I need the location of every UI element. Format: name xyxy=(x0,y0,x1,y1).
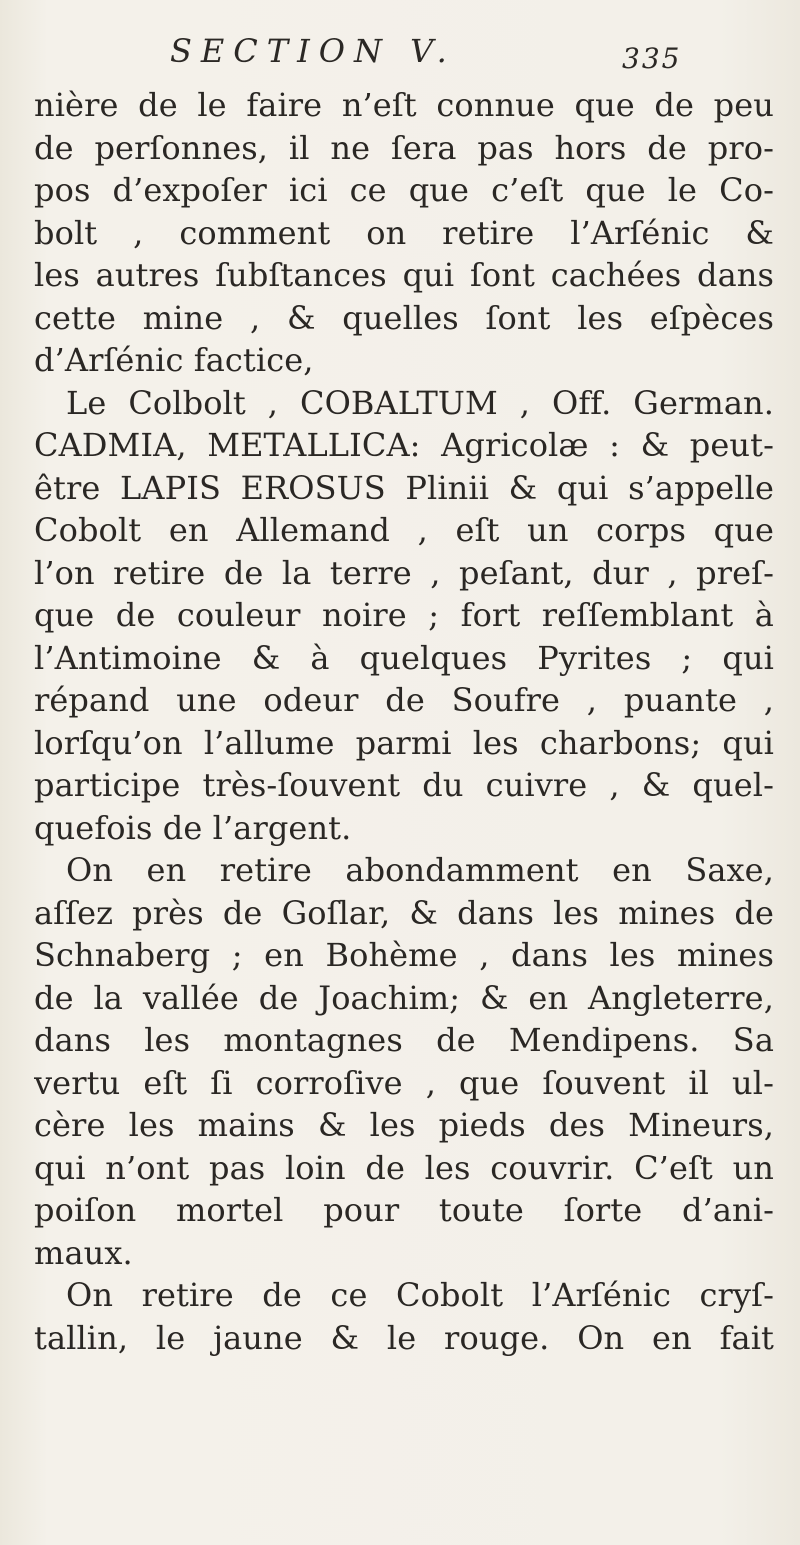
text-line: répand une odeur de Soufre , puante , xyxy=(34,681,774,719)
text-line: Le Colbolt , COBALTUM , Off. German. xyxy=(66,383,774,422)
text-line: de perſonnes, il ne ſera pas hors de pro- xyxy=(34,128,774,167)
text-line: pos d’expoſer ici ce que c’eſt que le Co- xyxy=(34,171,774,209)
running-head: SECTION V. xyxy=(170,32,456,70)
text-line: participe très-ſouvent du cuivre , & quel- xyxy=(34,766,774,804)
text-line: nière de le faire n’eſt connue que de peu xyxy=(34,86,774,124)
text-line: Cobolt en Allemand , eſt un corps que xyxy=(34,511,774,549)
text-line: tallin, le jaune & le rouge. On en fait xyxy=(34,1318,774,1357)
page-number: 335 xyxy=(622,42,682,75)
text-line: l’on retire de la terre , peſant, dur , preſ- xyxy=(34,553,774,592)
text-line: maux. xyxy=(34,1233,133,1272)
page-header xyxy=(0,26,800,82)
text-line: aſſez près de Goſlar, & dans les mines de xyxy=(34,893,774,932)
text-line: l’Antimoine & à quelques Pyrites ; qui xyxy=(34,638,774,677)
text-line: CADMIA, METALLICA: Agricolæ : & peut- xyxy=(34,426,774,464)
text-line: On en retire abondamment en Saxe, xyxy=(66,851,774,889)
text-line: les autres ſubſtances qui ſont cachées dans xyxy=(34,256,774,294)
text-line: qui n’ont pas loin de les couvrir. C’eſt un xyxy=(34,1148,774,1187)
text-line: poiſon mortel pour toute ſorte d’ani- xyxy=(34,1191,774,1229)
text-line: vertu eſt ſi corroſive , que ſouvent il ul- xyxy=(34,1063,774,1102)
text-line: lorſqu’on l’allume parmi les charbons; qui xyxy=(34,723,774,762)
text-line: quefois de l’argent. xyxy=(34,808,352,847)
text-line: d’Arſénic factice, xyxy=(34,341,314,379)
text-line: On retire de ce Cobolt l’Arſénic cryſ- xyxy=(66,1276,774,1314)
text-line: cère les mains & les pieds des Mineurs, xyxy=(34,1106,774,1144)
text-line: Schnaberg ; en Bohème , dans les mines xyxy=(34,936,774,974)
text-line: bolt , comment on retire l’Arſénic & xyxy=(34,213,774,252)
text-line: de la vallée de Joachim; & en Angleterre, xyxy=(34,978,774,1017)
text-line: être LAPIS EROSUS Plinii & qui s’appelle xyxy=(34,468,774,507)
text-line: cette mine , & quelles ſont les eſpèces xyxy=(34,298,774,337)
body-text xyxy=(34,84,774,1359)
text-line: que de couleur noire ; fort reſſemblant à xyxy=(34,596,774,634)
text-line: dans les montagnes de Mendipens. Sa xyxy=(34,1021,774,1059)
